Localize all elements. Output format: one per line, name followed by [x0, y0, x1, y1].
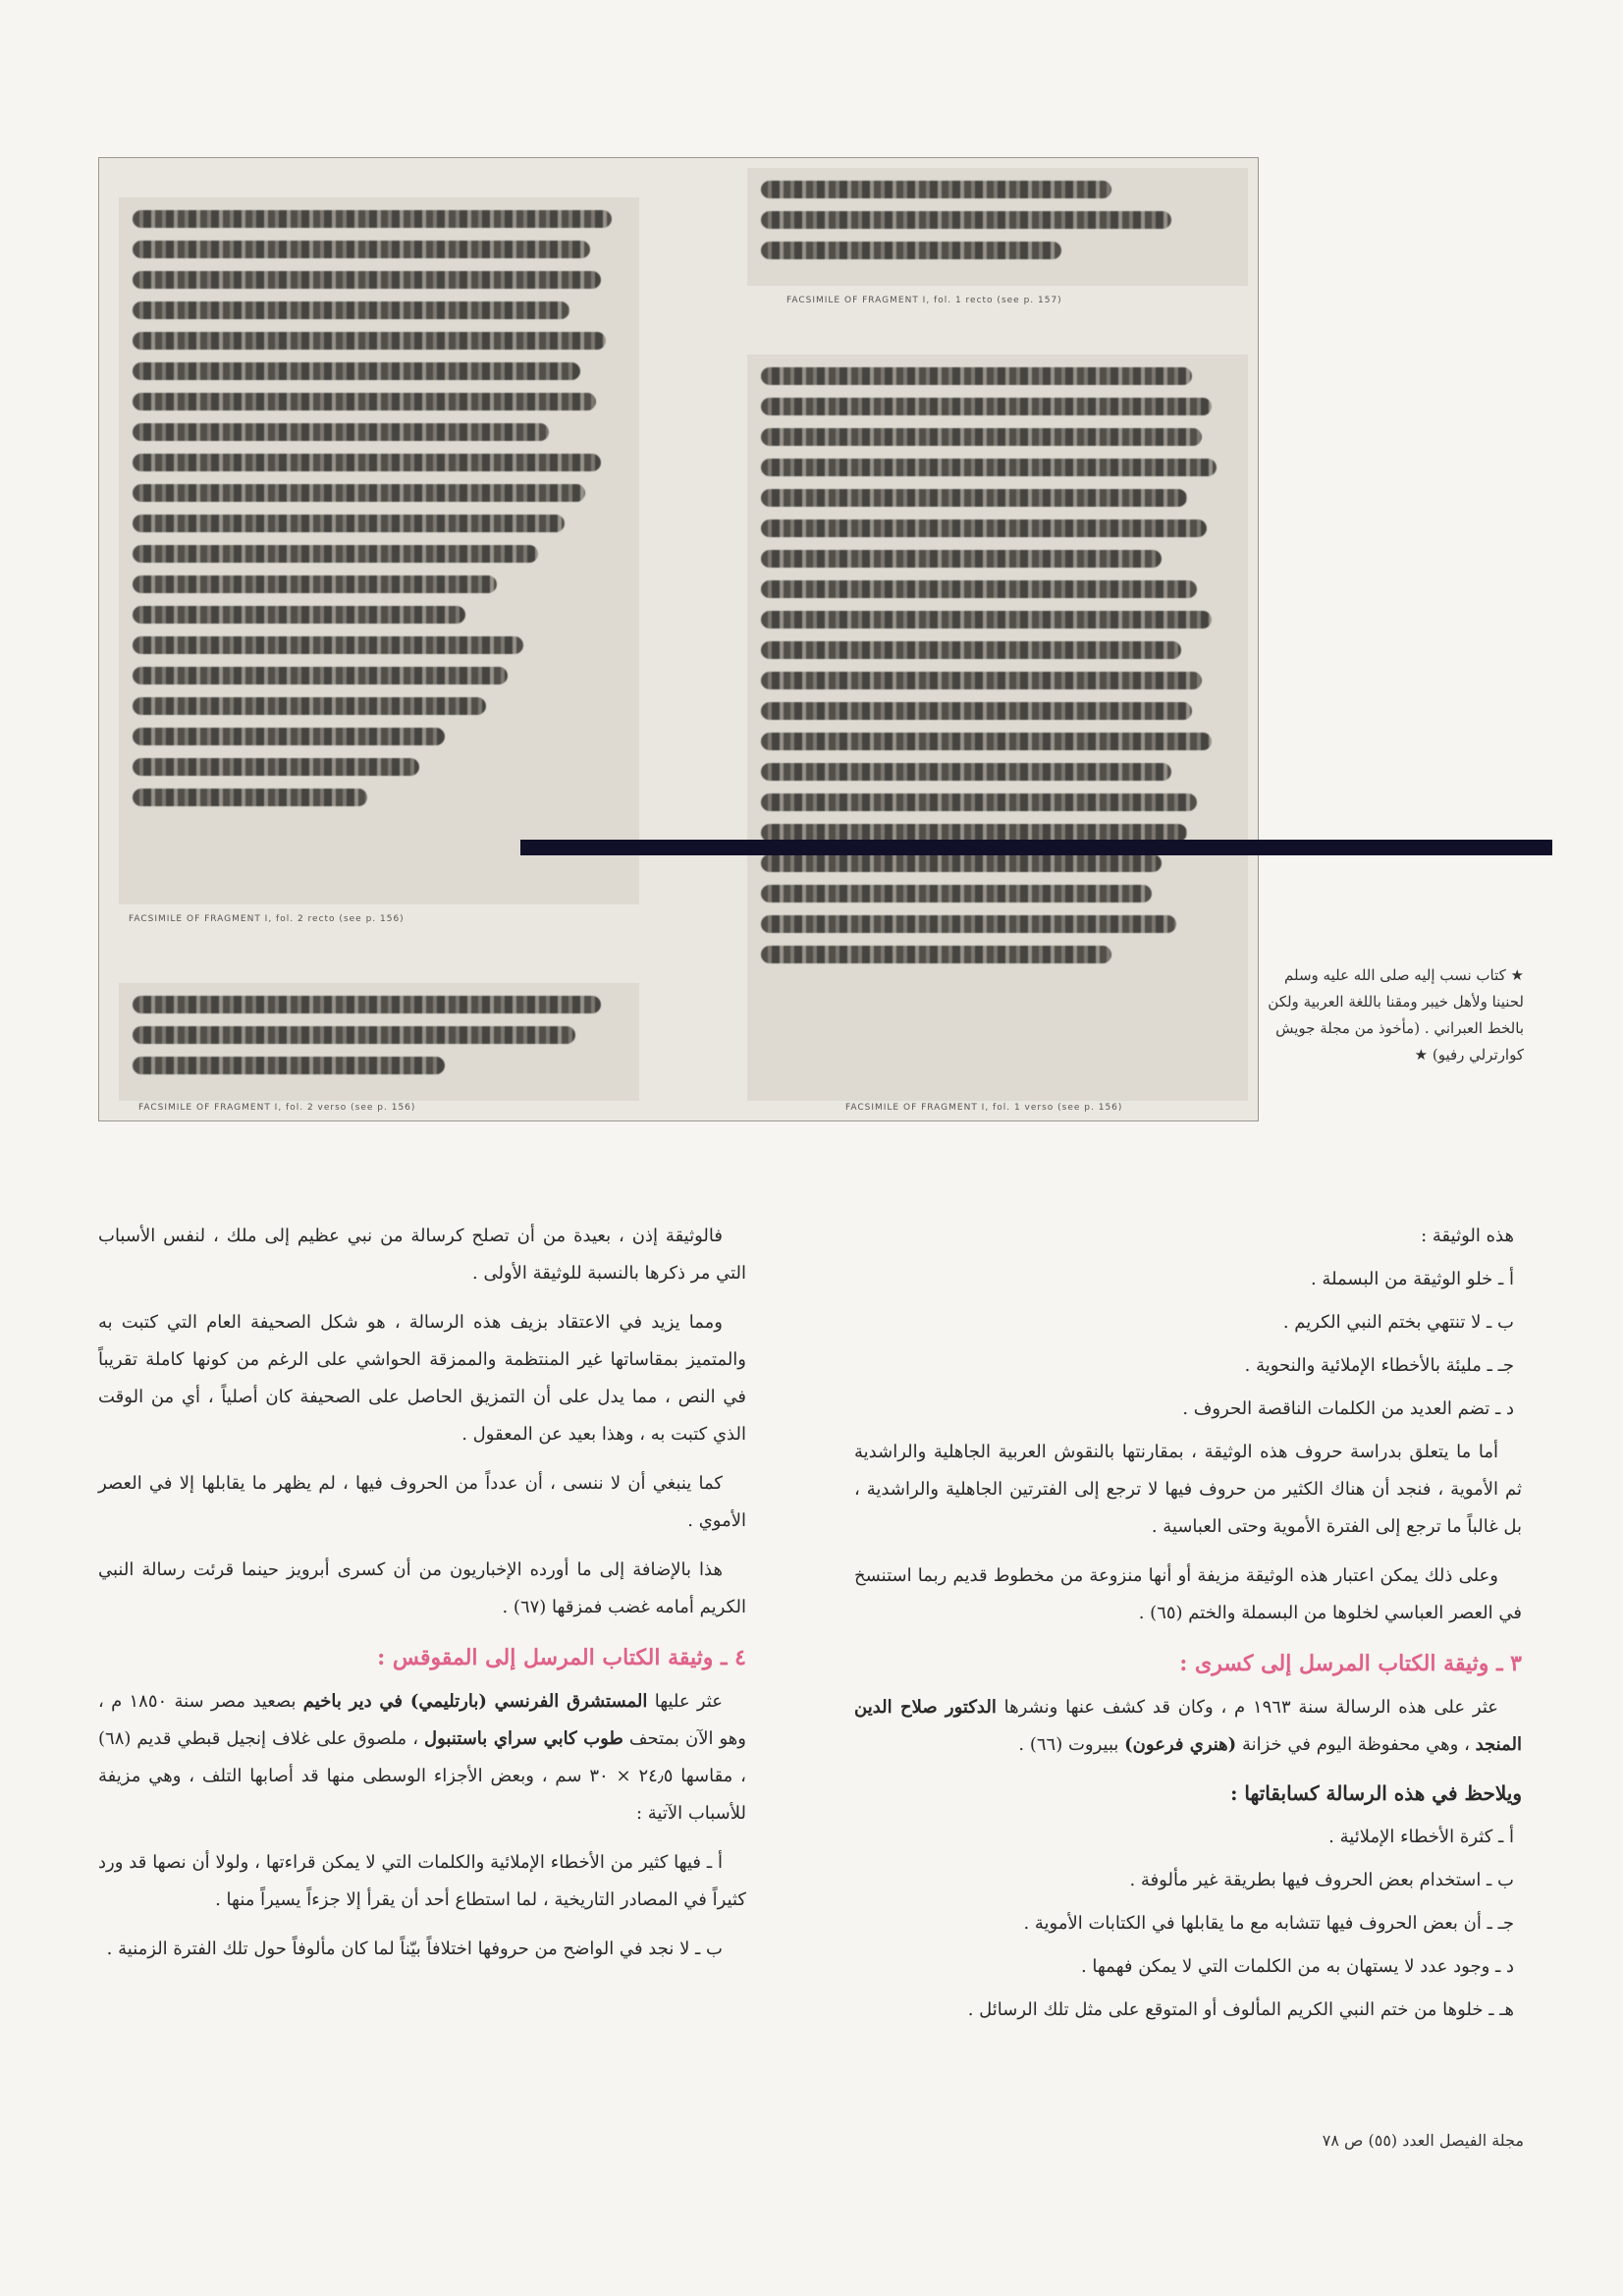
sub-heading: ويلاحظ في هذه الرسالة كسابقاتها : [1230, 1781, 1522, 1805]
list-item: جـ ـ مليئة بالأخطاء الإملائية والنحوية . [1244, 1355, 1514, 1376]
paragraph [98, 1683, 746, 1832]
fragment-image [747, 355, 1248, 1101]
fragment-image [119, 983, 639, 1101]
paragraph [854, 1689, 1522, 1764]
section-heading: ٤ ـ وثيقة الكتاب المرسل إلى المقوقس : [377, 1645, 746, 1670]
text-run: ، ملصوق على غلاف إنجيل قبطي قديم (٦٨) ، مقاسها ٢٤٫٥ × ٣٠ سم ، وبعض الأجزاء الوسطى منها قد أصابها التلف ، وهي مزيفة للأسباب الآتية : [98, 1728, 746, 1824]
list-item: هـ ـ خلوها من ختم النبي الكريم المألوف أو المتوقع على مثل تلك الرسائل . [967, 1999, 1514, 2020]
text-run: بصعيد مصر سنة ١٨٥٠ م ، وهو الآن بمتحف [98, 1691, 746, 1749]
fragment-caption: FACSIMILE OF FRAGMENT I, fol. 2 recto (see p. 156) [129, 914, 405, 924]
fragment-caption: FACSIMILE OF FRAGMENT I, fol. 1 recto (see p. 157) [786, 296, 1062, 305]
list-item: ب ـ لا نجد في الواضح من حروفها اختلافاً بيّناً لما كان مألوفاً حول تلك الفترة الزمنية . [106, 1939, 723, 1959]
paragraph: فالوثيقة إذن ، بعيدة من أن تصلح كرسالة من نبي عظيم إلى ملك ، لنفس الأسباب التي مر ذكرها بالنسبة للوثيقة الأولى . [98, 1226, 746, 1284]
list-item: ب ـ استخدام بعض الحروف فيها بطريقة غير مألوفة . [1129, 1870, 1514, 1890]
paragraph: وعلى ذلك يمكن اعتبار هذه الوثيقة مزيفة أو أنها منزوعة من مخطوط قديم ربما استنسخ في العصر العباسي لخلوها من البسملة والختم (٦٥) . [854, 1565, 1522, 1623]
paragraph: كما ينبغي أن لا ننسى ، أن عدداً من الحروف فيها ، لم يظهر ما يقابلها إلا في العصر الأموي . [98, 1473, 746, 1531]
list-item: ب ـ لا تنتهي بختم النبي الكريم . [1282, 1312, 1514, 1333]
text-run: عثر عليها [654, 1691, 723, 1712]
person-name: الدكتور صلاح الدين المنجد [854, 1697, 1522, 1755]
article-column-left [98, 1218, 746, 1980]
page-footer: مجلة الفيصل العدد (٥٥) ص ٧٨ [1322, 2131, 1524, 2150]
text-run: ، وهي محفوظة اليوم في خزانة [1241, 1734, 1470, 1755]
list-item: د ـ تضم العديد من الكلمات الناقصة الحروف . [1182, 1398, 1514, 1419]
list-item: جـ ـ أن بعض الحروف فيها تتشابه مع ما يقابلها في الكتابات الأموية . [1023, 1913, 1514, 1934]
section-heading: ٣ ـ وثيقة الكتاب المرسل إلى كسرى : [1179, 1651, 1522, 1676]
scan-artifact-bar [520, 840, 1552, 855]
paragraph: ومما يزيد في الاعتقاد بزيف هذه الرسالة ، هو شكل الصحيفة العام التي كتبت به والمتميز بمقاساتها غير المنتظمة والممزقة الحواشي على الرغم من كونها كاملة تقريباً في النص ، مما يدل على أن التمزيق الحاصل على الصحيفة كان أصلياً ، أي من الوقت الذي كتبت به ، وهذا بعيد عن المعقول . [98, 1312, 746, 1445]
article-column-right [854, 1218, 1522, 2035]
fragment-caption: FACSIMILE OF FRAGMENT I, fol. 1 verso (see p. 156) [845, 1103, 1123, 1113]
collection-name: (هنري فرعون) [1124, 1734, 1237, 1755]
paragraph: أما ما يتعلق بدراسة حروف هذه الوثيقة ، بمقارنتها بالنقوش العربية الجاهلية والراشدية ثم الأموية ، فنجد أن هناك الكثير من حروف فيها لا ترجع إلى الفترتين الجاهلية والراشدية ، بل غالباً ما ترجع إلى الفترة الأموية وحتى العباسية . [854, 1442, 1522, 1537]
list-item: د ـ وجود عدد لا يستهان به من الكلمات التي لا يمكن فهمها . [1080, 1956, 1514, 1977]
museum-name: طوب كابي سراي باستنبول [424, 1728, 623, 1749]
text-run: عثر على هذه الرسالة سنة ١٩٦٣ م ، وكان قد كشف عنها ونشرها [1003, 1697, 1498, 1718]
photo-caption: ★ كتاب نسب إليه صلى الله عليه وسلم لحنينا ولأهل خيبر ومقنا باللغة العربية ولكن بالخط العبراني . (مأخوذ من مجلة جويش كوارترلي رفيو) ★ [1268, 966, 1524, 1064]
text-run: ببيروت (٦٦) . [1018, 1734, 1119, 1755]
list-item: أ ـ كثرة الأخطاء الإملائية . [1328, 1827, 1514, 1847]
fragment-image [747, 168, 1248, 286]
list-item: أ ـ فيها كثير من الأخطاء الإملائية والكلمات التي لا يمكن قراءتها ، ولولا أن نصها قد ورد كثيراً في المصادر التاريخية ، لما استطاع أحد أن يقرأ إلا جزءاً يسيراً منها . [98, 1852, 746, 1910]
paragraph: هذا بالإضافة إلى ما أورده الإخباريون من أن كسرى أبرويز حينما قرئت رسالة النبي الكريم أمامه غضب فمزقها (٦٧) . [98, 1559, 746, 1617]
fragment-caption: FACSIMILE OF FRAGMENT I, fol. 2 verso (see p. 156) [138, 1103, 416, 1113]
fragment-image [119, 197, 639, 904]
list-item: أ ـ خلو الوثيقة من البسملة . [1310, 1269, 1514, 1289]
paragraph: هذه الوثيقة : [1421, 1226, 1514, 1246]
person-name: المستشرق الفرنسي (بارتليمي) في دير باخيم [302, 1691, 648, 1712]
manuscript-facsimile-photo [98, 157, 1259, 1121]
